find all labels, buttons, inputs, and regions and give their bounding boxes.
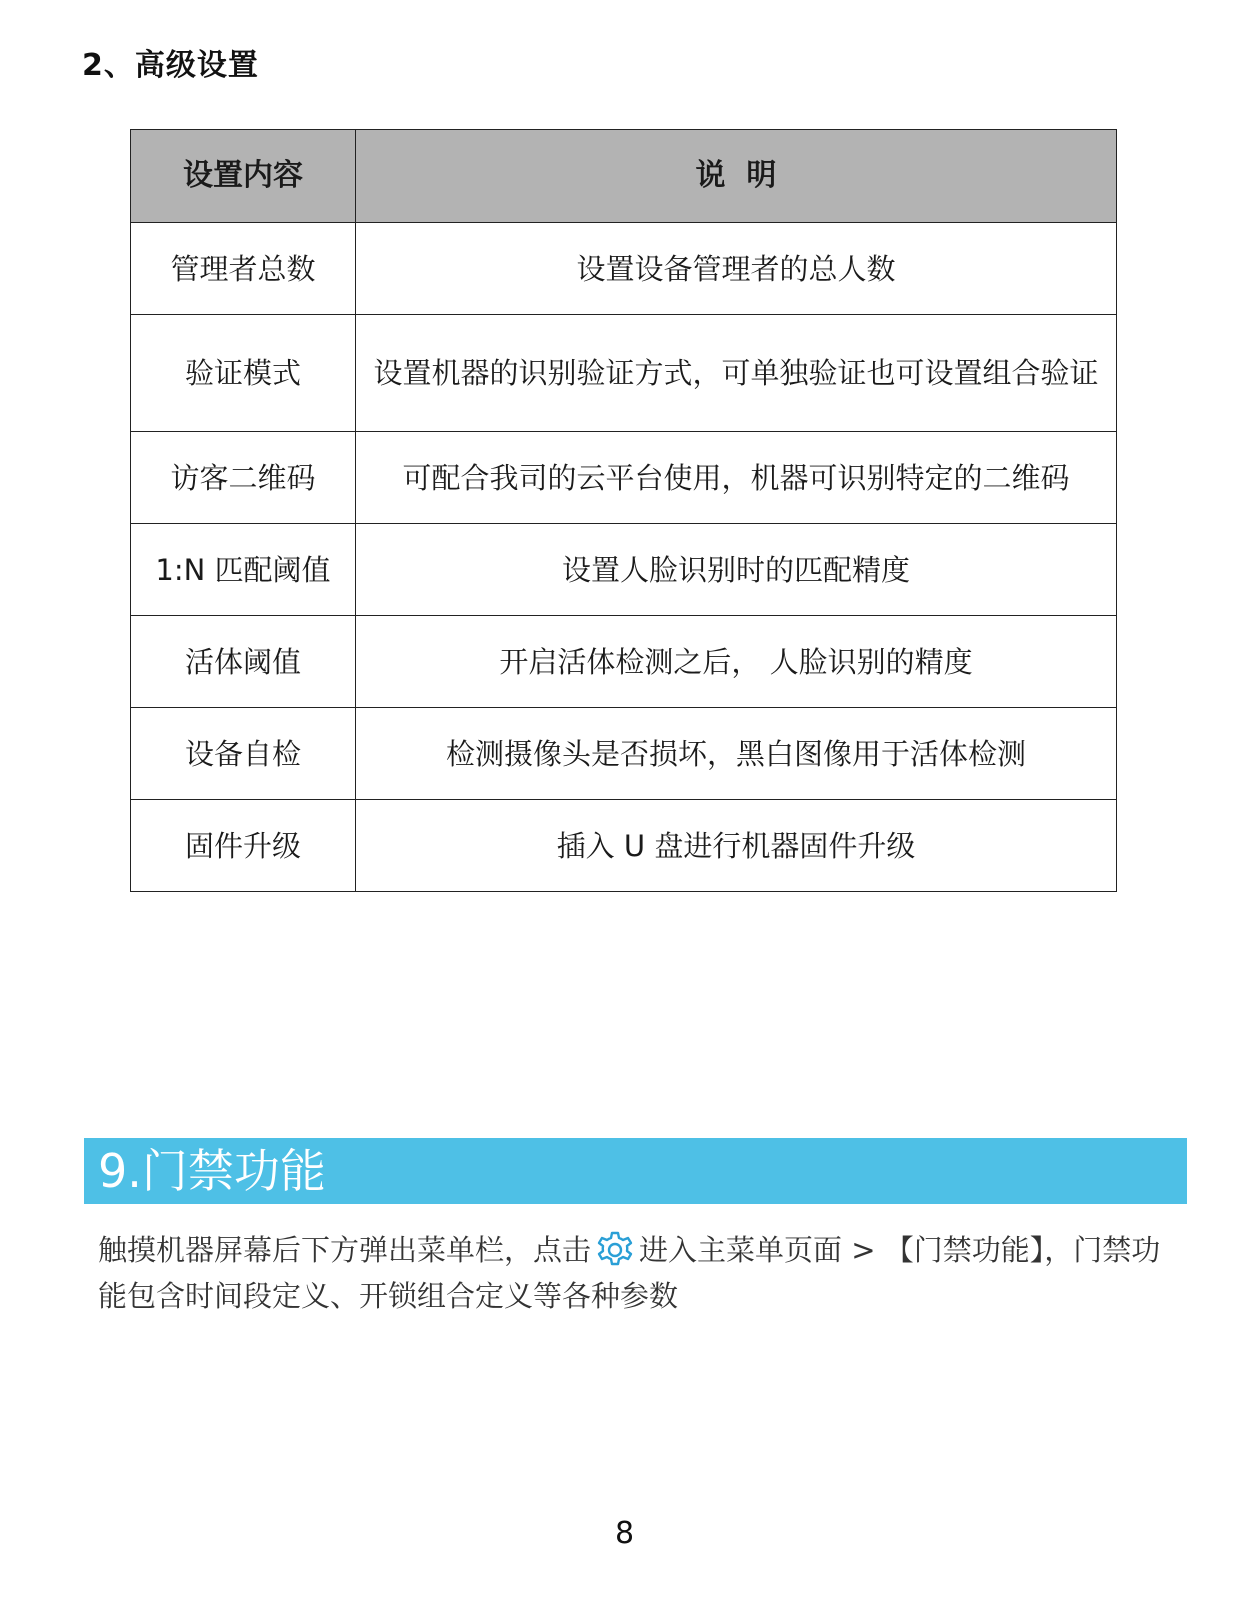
page-number: 8 bbox=[614, 1516, 635, 1551]
body-paragraph bbox=[98, 1226, 1178, 1319]
table-row bbox=[131, 708, 1117, 800]
setting-description: 设置人脸识别时的匹配精度 bbox=[356, 524, 1117, 616]
setting-name: 访客二维码 bbox=[131, 432, 356, 524]
setting-name: 管理者总数 bbox=[131, 223, 356, 315]
paragraph-text-after-icon: 进入主菜单页面 > 【门禁功能】，门禁功能包含时间段定义、开锁组合定义等各种参数 bbox=[98, 1233, 1161, 1313]
setting-description: 开启活体检测之后， 人脸识别的精度 bbox=[356, 616, 1117, 708]
table-row bbox=[131, 315, 1117, 432]
table-row bbox=[131, 800, 1117, 892]
setting-name: 活体阈值 bbox=[131, 616, 356, 708]
setting-name: 验证模式 bbox=[131, 315, 356, 432]
table-row bbox=[131, 524, 1117, 616]
paragraph-text-before-icon: 触摸机器屏幕后下方弹出菜单栏，点击 bbox=[98, 1233, 592, 1267]
table-row bbox=[131, 616, 1117, 708]
setting-description: 检测摄像头是否损坏，黑白图像用于活体检测 bbox=[356, 708, 1117, 800]
table-row bbox=[131, 432, 1117, 524]
setting-name: 设备自检 bbox=[131, 708, 356, 800]
setting-description: 插入 U 盘进行机器固件升级 bbox=[356, 800, 1117, 892]
table-header-row bbox=[131, 130, 1117, 223]
setting-name: 1:N 匹配阈值 bbox=[131, 524, 356, 616]
setting-description: 设置机器的识别验证方式，可单独验证也可设置组合验证 bbox=[356, 315, 1117, 432]
setting-description: 可配合我司的云平台使用，机器可识别特定的二维码 bbox=[356, 432, 1117, 524]
gear-icon bbox=[593, 1226, 637, 1270]
setting-name: 固件升级 bbox=[131, 800, 356, 892]
chapter-banner bbox=[84, 1138, 1187, 1204]
advanced-settings-table bbox=[130, 129, 1117, 892]
header-setting-content: 设置内容 bbox=[131, 130, 356, 223]
header-description: 说 明 bbox=[356, 130, 1117, 223]
table-row bbox=[131, 223, 1117, 315]
setting-description: 设置设备管理者的总人数 bbox=[356, 223, 1117, 315]
section-heading: 2、高级设置 bbox=[82, 48, 259, 83]
chapter-title: 9.门禁功能 bbox=[98, 1144, 326, 1198]
